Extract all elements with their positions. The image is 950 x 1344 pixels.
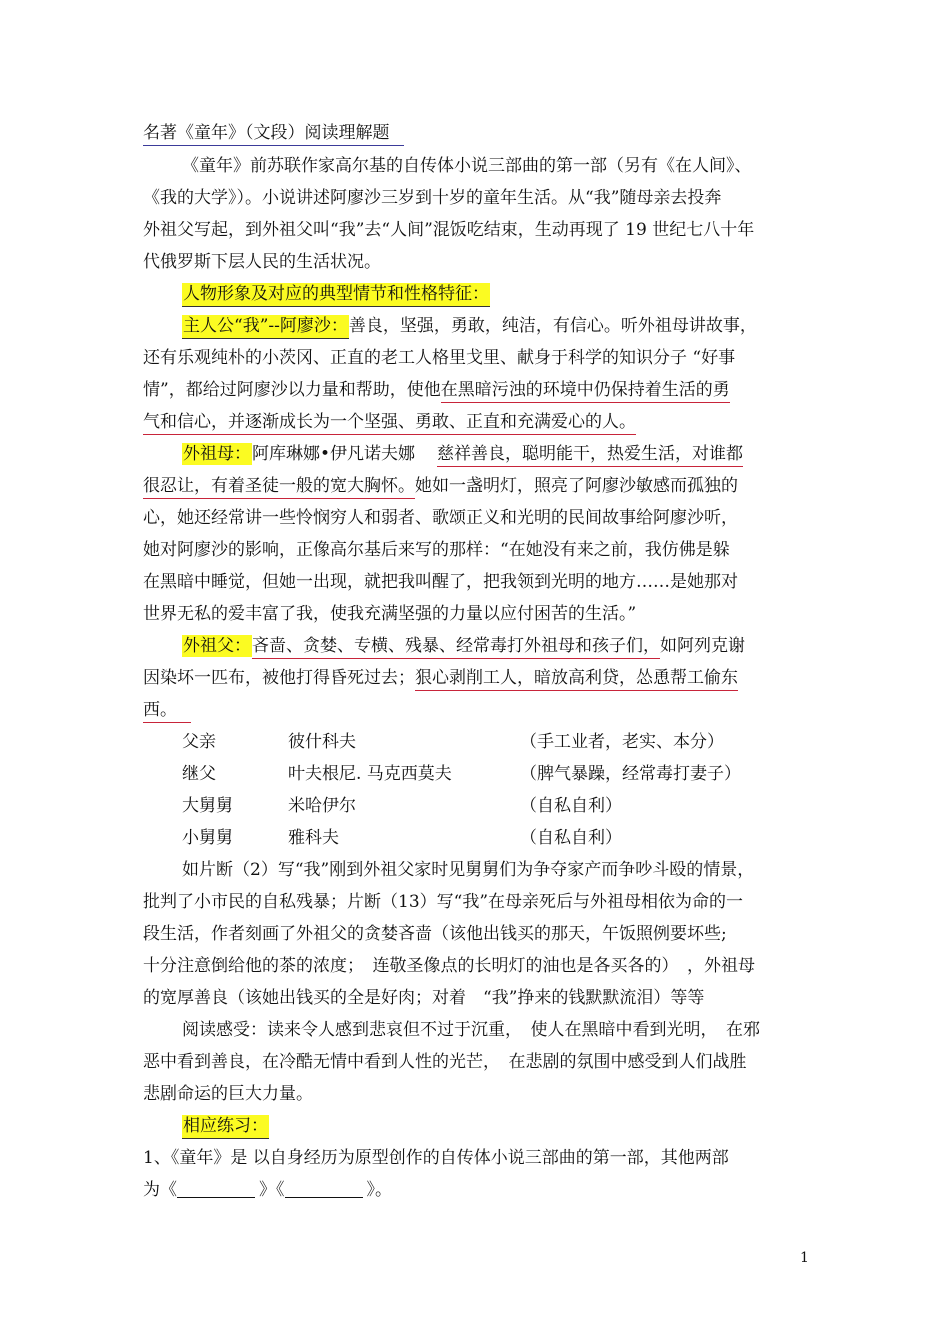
fragment-line-4: 十分注意倒给他的茶的浓度； 连敬圣像点的长明灯的油也是各买各的） ，外祖母 — [143, 956, 755, 976]
feeling-line-1: 阅读感受：读来令人感到悲哀但不过于沉重， 使人在黑暗中看到光明， 在邪 — [182, 1020, 760, 1040]
grandma-line-2: 很忍让，有着圣徒一般的宽大胸怀。她如一盏明灯，照亮了阿廖沙敏感而孤独的 — [143, 474, 813, 498]
hero-label: 主人公“我”--阿廖沙： — [182, 315, 349, 339]
section-heading: 人物形象及对应的典型情节和性格特征： — [182, 282, 852, 306]
answer-blank-2[interactable] — [285, 1181, 363, 1198]
document-page: 名著《童年》（文段）阅读理解题 《童年》前苏联作家高尔基的自传体小说三部曲的第一部（另有《在人间》、 《我的大学》）。小说讲述阿廖沙三岁到十岁的童年生活。从“我”随母亲去投奔 外祖父写起，到外祖父叫“我”去“人间”混饭吃结束，生动再现了 19 世纪七八十年 代俄罗斯下层人民的生活状况。 人物形象及对应的典型情节和性格特征： 主人公“我”--阿廖沙：善良，坚强，勇敢，纯洁，有信心。听外祖母讲故事， 还有乐观纯朴的小茨冈、正直的老工人格里戈里、献身于科学的知识分子 “好事 情”，都给过阿廖沙以力量和帮助，使他在黑暗污浊的环境中仍保持着生活的勇 气和信心，并逐渐成长为一个坚强、勇敢、正直和充满爱心的人。 外祖母：阿库琳娜•伊凡诺夫娜 慈祥善良，聪明能干，热爱生活，对谁都 很忍让，有着圣徒一般的宽大胸怀。她如一盏明灯，照亮了阿廖沙敏感而孤独的 心，她还经常讲一些怜悯穷人和弱者、歌颂正义和光明的民间故事给阿廖沙听， 她对阿廖沙的影响，正像高尔基后来写的那样：“在她没有来之前，我仿佛是躲 在黑暗中睡觉，但她一出现，就把我叫醒了，把我领到光明的地方……是她那对 世界无私的爱丰富了我，使我充满坚强的力量以应付困苦的生活。” 外祖父：吝啬、贪婪、专横、残暴、经常毒打外祖母和孩子们，如阿列克谢 因染坏一匹布，被他打得昏死过去；狠心剥削工人，暗放高利贷，怂恿帮工偷东 西。 父亲 彼什科夫 （手工业者，老实、本分） 继父 叶夫根尼. 马克西莫夫 （脾气暴躁，经常毒打妻子） 大舅舅 米哈伊尔 （自私自利） 小舅舅 雅科夫 （自私自利） 如片断（2）写“我”刚到外祖父家时见舅舅们为争夺家产而争吵斗殴的情景， 批判了小市民的自私残暴；片断（13）写“我”在母亲死后与外祖母相依为命的一 段生活，作者刻画了外祖父的贪婪吝啬（该他出钱买的那天，午饭照例要坏些; 十分注意倒给他的茶的浓度； 连敬圣像点的长明灯的油也是各买各的） ，外祖母 的宽厚善良（该她出钱买的全是好肉；对着 “我”挣来的钱默默流泪）等等 阅读感受：读来令人感到悲哀但不过于沉重， 使人在黑暗中看到光明， 在邪 恶中看到善良，在冷酷无情中看到人性的光芒， 在悲剧的氛围中感受到人们战胜 悲剧命运的巨大力量。 相应练习： 1、《童年》是 以自身经历为原型创作的自传体小说三部曲的第一部，其他两部 为《 》《 》。 1 — [0, 0, 950, 1344]
doc-title: 名著《童年》（文段）阅读理解题 — [143, 121, 813, 145]
page-number: 1 — [800, 1250, 809, 1266]
intro-line-3: 外祖父写起，到外祖父叫“我”去“人间”混饭吃结束，生动再现了 19 世纪七八十年 — [143, 220, 755, 240]
fragment-line-2: 批判了小市民的自私残暴；片断（13）写“我”在母亲死后与外祖母相依为命的一 — [143, 892, 744, 912]
answer-blank-1[interactable] — [177, 1181, 255, 1198]
fragment-line-5: 的宽厚善良（该她出钱买的全是好肉；对着 “我”挣来的钱默默流泪）等等 — [143, 988, 705, 1008]
fragment-line-3: 段生活，作者刻画了外祖父的贪婪吝啬（该他出钱买的那天，午饭照例要坏些; — [143, 924, 727, 944]
fragment-line-1: 如片断（2）写“我”刚到外祖父家时见舅舅们为争夺家产而争吵斗殴的情景， — [182, 860, 755, 880]
grandma-line-4: 她对阿廖沙的影响，正像高尔基后来写的那样：“在她没有来之前，我仿佛是躲 — [143, 540, 730, 560]
hero-line-2: 还有乐观纯朴的小茨冈、正直的老工人格里戈里、献身于科学的知识分子 “好事 — [143, 348, 736, 368]
grandma-label: 外祖母： — [183, 444, 251, 464]
grandma-line-5: 在黑暗中睡觉，但她一出现，就把我叫醒了，把我领到光明的地方……是她那对 — [143, 572, 738, 592]
grandma-line-3: 心，她还经常讲一些怜悯穷人和弱者、歌颂正义和光明的民间故事给阿廖沙听， — [143, 508, 738, 528]
feeling-line-3: 悲剧命运的巨大力量。 — [143, 1084, 313, 1104]
grandpa-line-3: 西。 — [143, 698, 813, 722]
grandma-line-6: 世界无私的爱丰富了我，使我充满坚强的力量以应付困苦的生活。” — [143, 604, 637, 624]
practice-heading: 相应练习： — [182, 1114, 852, 1138]
feeling-line-2: 恶中看到善良，在冷酷无情中看到人性的光芒， 在悲剧的氛围中感受到人们战胜 — [143, 1052, 747, 1072]
question-1-line-2: 为《 》《 》。 — [143, 1180, 392, 1200]
grandpa-line-2: 因染坏一匹布，被他打得昏死过去；狠心剥削工人，暗放高利贷，怂恿帮工偷东 — [143, 666, 813, 690]
intro-line-2: 《我的大学》）。小说讲述阿廖沙三岁到十岁的童年生活。从“我”随母亲去投奔 — [143, 188, 722, 208]
grandma-line-1: 外祖母：阿库琳娜•伊凡诺夫娜 慈祥善良，聪明能干，热爱生活，对谁都 — [182, 442, 852, 466]
intro-line-1: 《童年》前苏联作家高尔基的自传体小说三部曲的第一部（另有《在人间》、 — [182, 156, 752, 176]
hero-line-4: 气和信心，并逐渐成长为一个坚强、勇敢、正直和充满爱心的人。 — [143, 410, 813, 434]
hero-line-1: 主人公“我”--阿廖沙：善良，坚强，勇敢，纯洁，有信心。听外祖母讲故事， — [182, 314, 852, 338]
intro-line-4: 代俄罗斯下层人民的生活状况。 — [143, 252, 381, 272]
grandpa-label: 外祖父： — [183, 636, 251, 656]
hero-line-3: 情”，都给过阿廖沙以力量和帮助，使他在黑暗污浊的环境中仍保持着生活的勇 — [143, 378, 813, 402]
grandpa-line-1: 外祖父：吝啬、贪婪、专横、残暴、经常毒打外祖母和孩子们，如阿列克谢 — [182, 634, 852, 658]
question-1-line-1: 1、《童年》是 以自身经历为原型创作的自传体小说三部曲的第一部，其他两部 — [143, 1148, 729, 1168]
